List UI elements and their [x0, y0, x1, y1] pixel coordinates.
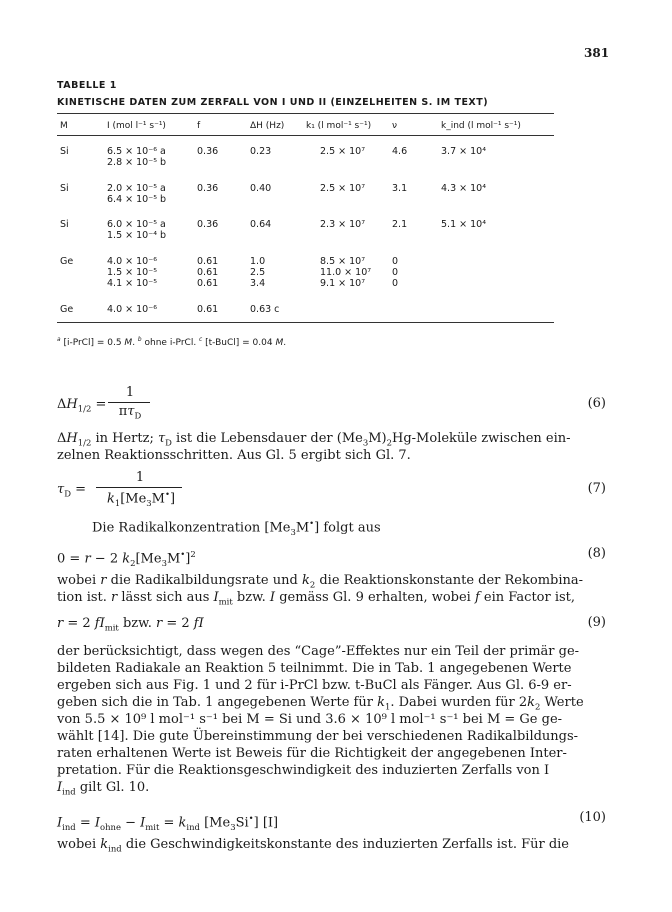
eq9: r = 2 $fI_{mit}$ bzw. r = 2 fI: [57, 616, 204, 633]
table-header-cell: ν: [392, 121, 398, 131]
table-cell: 0.36: [197, 219, 219, 230]
table-cell: 0: [392, 256, 399, 267]
table-cell-kind: 4.3 × 10⁴: [441, 183, 487, 194]
paragraph-1-line-1: $\Delta H_{1/2}$ in Hertz; $\tau_D$ ist die Lebensdauer der $(Me_3M)_2Hg$-Moleküle zwischen ein-: [57, 431, 571, 448]
table-cell: 0.23: [250, 146, 272, 157]
paragraph-5: wobei $k_{ind}$ die Geschwindigkeitskonstante des induzierten Zerfalls ist. Für die: [57, 837, 570, 854]
paragraph-4-line-8: pretation. Für die Reaktionsgeschwindigkeit des induzierten Zerfalls von I: [57, 763, 550, 778]
table-header-cell: f: [197, 121, 201, 131]
table-cell-kind: 3.7 × 10⁴: [441, 146, 487, 157]
table-cell: 6.5 × 10⁻⁶ a: [107, 146, 166, 157]
table-cell: 2.5 × 10⁷: [320, 183, 366, 194]
table-header-cell: k₁ (l mol⁻¹ s⁻¹): [306, 121, 372, 131]
table-cell: 4.0 × 10⁻⁶: [107, 256, 158, 267]
table-cell: 3.4: [250, 278, 266, 289]
table-cell: 2.3 × 10⁷: [320, 219, 366, 230]
eq6-fraction-line: [108, 402, 150, 403]
table-cell: 0.61: [197, 267, 219, 278]
paragraph-1-line-2: zelnen Reaktionsschritten. Aus Gl. 5 ergibt sich Gl. 7.: [57, 448, 411, 463]
eq6-number: (6): [587, 396, 606, 411]
eq9-number: (9): [587, 615, 606, 630]
table-cell: 9.1 × 10⁷: [320, 278, 366, 289]
eq7-denominator: $k_1[Me_3M^•]$: [106, 489, 176, 508]
table-cell: 0.63 c: [250, 304, 280, 315]
table-cell: 0: [392, 278, 399, 289]
eq6-denominator: $\pi\tau_D$: [118, 404, 142, 421]
table-top-rule: [57, 113, 554, 114]
table-cell: 0.61: [197, 256, 219, 267]
table-cell: 2.5 × 10⁷: [320, 146, 366, 157]
table-cell: 1.0: [250, 256, 266, 267]
paragraph-4-line-3: ergeben sich aus Fig. 1 und 2 für i-PrCl bzw. t-BuCl als Fänger. Aus Gl. 6-9 er-: [57, 678, 572, 693]
table-header-cell: ΔH (Hz): [250, 121, 285, 131]
table-cell: 2.5: [250, 267, 266, 278]
table-cell: 6.0 × 10⁻⁵ a: [107, 219, 166, 230]
eq10-number: (10): [579, 810, 606, 825]
table-cell: 0.61: [197, 278, 219, 289]
eq7-lhs: $\tau_D$ =: [57, 482, 86, 499]
table-cell: 2.0 × 10⁻⁵ a: [107, 183, 166, 194]
paragraph-4-line-2: bildeten Radiakale an Reaktion 5 teilnimmt. Die in Tab. 1 angegebenen Werte: [57, 661, 572, 676]
table-bottom-rule: [57, 322, 554, 323]
table-cell: 2.1: [392, 219, 408, 230]
paragraph-4-line-9: $I_{ind}$ gilt Gl. 10.: [57, 780, 150, 797]
table-cell-metal: Si: [60, 219, 69, 230]
table-header-cell: I (mol l⁻¹ s⁻¹): [107, 121, 166, 131]
table-cell-kind: 5.1 × 10⁴: [441, 219, 487, 230]
table-cell-metal: Si: [60, 146, 69, 157]
table-cell: 11.0 × 10⁷: [320, 267, 372, 278]
table-cell: 3.1: [392, 183, 408, 194]
table-header-cell: k_ind (l mol⁻¹ s⁻¹): [441, 121, 521, 131]
table-cell: 0.64: [250, 219, 272, 230]
table-cell: 0.36: [197, 183, 219, 194]
eq7-fraction-line: [96, 487, 182, 488]
table-cell: 0.36: [197, 146, 219, 157]
table-header-cell: M: [60, 121, 68, 131]
table-cell: 0.61: [197, 304, 219, 315]
table-cell: 0.40: [250, 183, 272, 194]
table-footnote: $^a$ [i-PrCl] = 0.5 M. $^b$ ohne i-PrCl. $^c$ [t-BuCl] = 0.04 M.: [57, 337, 287, 348]
eq8: 0 = r − 2 $k_2[Me_3M^•]^2$: [57, 549, 196, 568]
table-caption: KINETISCHE DATEN ZUM ZERFALL VON I UND II (EINZELHEITEN S. IM TEXT): [57, 97, 489, 108]
paragraph-3-line-2: tion ist. r lässt sich aus $I_{mit}$ bzw. I gemäss Gl. 9 erhalten, wobei f ein Factor ist,: [57, 590, 576, 607]
table-cell: 1.5 × 10⁻⁵: [107, 267, 158, 278]
paragraph-4-line-6: wählt [14]. Die gute Übereinstimmung der bei verschiedenen Radikalbildungs-: [57, 729, 579, 744]
table-cell: 6.4 × 10⁻⁵ b: [107, 194, 167, 205]
table-cell-metal: Ge: [60, 256, 74, 267]
table-cell: 4.0 × 10⁻⁶: [107, 304, 158, 315]
paragraph-4-line-4: geben sich die in Tab. 1 angegebenen Werte für $k_1$. Dabei wurden für $2k_2$ Werte: [57, 695, 584, 712]
table-cell-metal: Ge: [60, 304, 74, 315]
table-header-rule: [57, 135, 554, 136]
table-cell: 8.5 × 10⁷: [320, 256, 366, 267]
table-cell: 2.8 × 10⁻⁵ b: [107, 157, 167, 168]
eq6-lhs: $\Delta H_{1/2}$ =: [57, 397, 107, 414]
paragraph-3-line-1: wobei r die Radikalbildungsrate und $k_2$ die Reaktionskonstante der Rekombina-: [57, 573, 584, 590]
eq7-numerator: 1: [135, 470, 145, 485]
table-cell: 4.6: [392, 146, 408, 157]
eq10: $I_{ind} = I_{ohne} - I_{mit} = k_{ind}$ $[Me_3Si^•]$ [I]: [57, 813, 279, 832]
page-number: 381: [584, 46, 610, 60]
paragraph-4-line-1: der berücksichtigt, dass wegen des “Cage”-Effektes nur ein Teil der primär ge-: [57, 644, 580, 659]
eq8-number: (8): [587, 546, 606, 561]
table-cell: 4.1 × 10⁻⁵: [107, 278, 158, 289]
table-cell: 0: [392, 267, 399, 278]
table-cell-metal: Si: [60, 183, 69, 194]
eq7-number: (7): [587, 481, 606, 496]
paragraph-4-line-7: raten erhaltenen Werte ist Beweis für die Richtigkeit der angegebenen Inter-: [57, 746, 567, 761]
paragraph-2: Die Radikalkonzentration $[Me_3M^•]$ folgt aus: [92, 518, 381, 537]
paragraph-4-line-5: von 5.5 × 10⁹ l mol⁻¹ s⁻¹ bei M = Si und 3.6 × 10⁹ l mol⁻¹ s⁻¹ bei M = Ge ge-: [57, 712, 563, 727]
eq6-numerator: 1: [125, 385, 135, 400]
table-cell: 1.5 × 10⁻⁴ b: [107, 230, 167, 241]
table-label: TABELLE 1: [57, 80, 117, 91]
